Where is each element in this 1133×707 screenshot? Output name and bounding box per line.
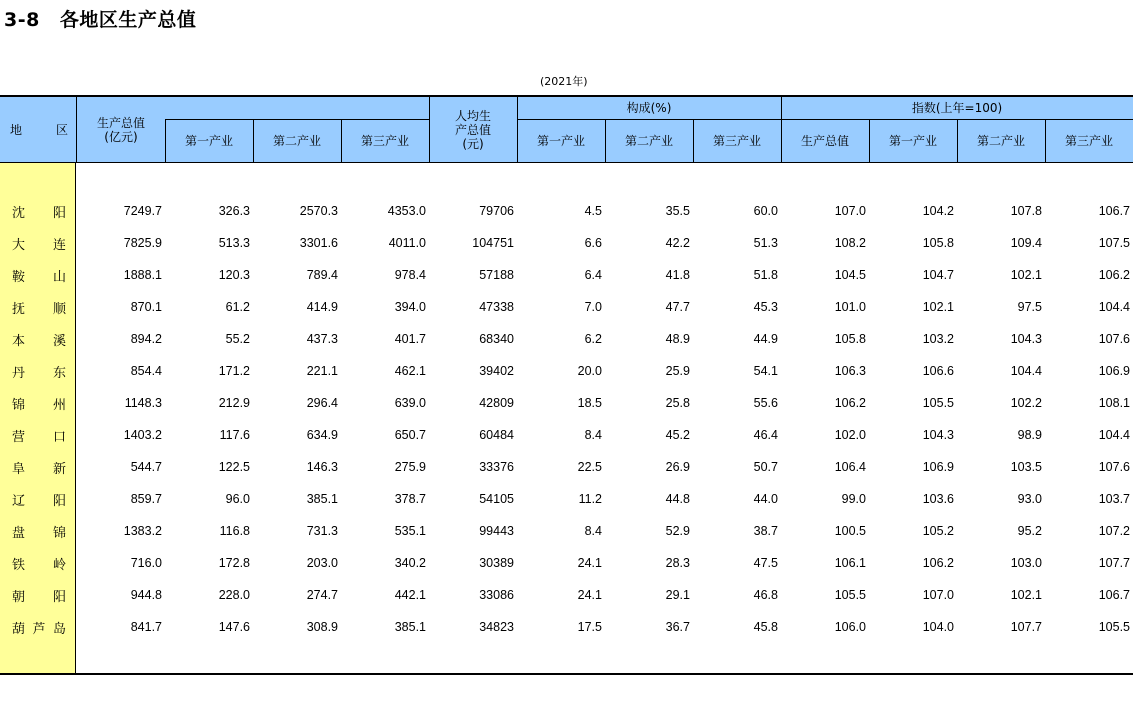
cell-gdp: 716.0 [130,556,162,570]
cell-comp-tertiary: 51.3 [753,236,778,250]
cell-gdp-secondary: 3301.6 [299,236,338,250]
cell-idx-secondary: 102.1 [1010,268,1042,282]
region-name [12,419,66,451]
cell-comp-primary: 24.1 [577,588,602,602]
header-divider [605,119,606,163]
cell-gdp-primary: 96.0 [225,492,250,506]
cell-gdp-secondary: 274.7 [306,588,338,602]
header-idx-primary: 第一产业 [888,134,937,148]
cell-gdp-tertiary: 275.9 [394,460,426,474]
cell-gdp-secondary: 437.3 [306,332,338,346]
cell-gdp-secondary: 789.4 [306,268,338,282]
cell-per-capita: 33086 [479,588,514,602]
table-row [0,227,1133,259]
cell-gdp-tertiary: 378.7 [394,492,426,506]
cell-comp-secondary: 28.3 [665,556,690,570]
cell-gdp-tertiary: 639.0 [394,396,426,410]
cell-per-capita: 39402 [479,364,514,378]
header-divider [76,97,77,163]
cell-gdp-primary: 61.2 [225,300,250,314]
cell-idx-gdp: 106.0 [834,620,866,634]
cell-idx-primary: 104.7 [922,268,954,282]
region-char: 阳 [52,589,66,605]
cell-comp-primary: 8.4 [584,428,602,442]
cell-gdp: 1148.3 [124,396,162,410]
cell-comp-tertiary: 50.7 [753,460,778,474]
header-gdp-primary: 第一产业 [184,134,233,148]
region-char: 山 [52,269,66,285]
header-divider [341,119,342,163]
region-name [12,547,66,579]
cell-idx-secondary: 109.4 [1010,236,1042,250]
cell-per-capita: 30389 [479,556,514,570]
cell-comp-secondary: 29.1 [665,588,690,602]
header-idx-secondary: 第二产业 [976,134,1025,148]
cell-idx-tertiary: 107.5 [1098,236,1130,250]
region-char: 沈 [12,205,26,221]
region-char: 朝 [12,589,26,605]
region-char: 阳 [52,205,66,221]
region-char: 盘 [12,525,26,541]
table-header [0,95,1133,163]
cell-idx-tertiary: 103.7 [1098,492,1130,506]
cell-gdp: 854.4 [130,364,162,378]
table-number: 3-8 [4,9,40,31]
cell-gdp-tertiary: 394.0 [394,300,426,314]
cell-gdp-primary: 326.3 [218,204,250,218]
cell-idx-gdp: 104.5 [834,268,866,282]
cell-idx-gdp: 106.3 [834,364,866,378]
cell-comp-tertiary: 46.4 [753,428,778,442]
cell-comp-tertiary: 51.8 [753,268,778,282]
cell-gdp-primary: 117.6 [219,428,250,442]
cell-gdp-tertiary: 4353.0 [387,204,426,218]
header-composition: 构成(%) [626,101,672,115]
cell-comp-primary: 17.5 [577,620,602,634]
cell-idx-gdp: 107.0 [834,204,866,218]
cell-per-capita: 60484 [479,428,514,442]
region-char: 阜 [12,461,26,477]
cell-gdp: 7825.9 [123,236,162,250]
cell-gdp: 859.7 [130,492,162,506]
table-row [0,387,1133,419]
cell-idx-gdp: 105.5 [834,588,866,602]
cell-idx-gdp: 106.4 [834,460,866,474]
table-row [0,515,1133,547]
header-divider [517,97,518,163]
table-row [0,419,1133,451]
region-char: 辽 [12,493,26,509]
cell-idx-tertiary: 107.6 [1098,332,1130,346]
table-title-text: 各地区生产总值 [59,9,197,31]
cell-per-capita: 79706 [479,204,514,218]
cell-gdp-secondary: 146.3 [306,460,338,474]
cell-gdp-secondary: 296.4 [306,396,338,410]
header-gdp-tertiary: 第三产业 [360,134,409,148]
cell-comp-primary: 8.4 [584,524,602,538]
cell-idx-secondary: 103.5 [1010,460,1042,474]
cell-idx-primary: 106.2 [922,556,954,570]
cell-per-capita: 42809 [479,396,514,410]
header-divider [1045,119,1046,163]
region-char: 溪 [52,333,66,349]
cell-comp-tertiary: 45.8 [753,620,778,634]
table-title [4,5,196,32]
region-char: 锦 [12,397,26,413]
region-name [12,323,66,355]
cell-per-capita: 34823 [479,620,514,634]
cell-idx-primary: 103.2 [922,332,954,346]
cell-gdp-primary: 116.8 [219,524,250,538]
header-divider [253,119,254,163]
cell-comp-tertiary: 44.9 [753,332,778,346]
cell-gdp: 944.8 [130,588,162,602]
cell-idx-primary: 106.6 [922,364,954,378]
cell-gdp-primary: 122.5 [218,460,250,474]
cell-gdp: 1403.2 [123,428,162,442]
header-divider [429,97,430,163]
cell-idx-secondary: 102.2 [1010,396,1042,410]
header-gdp: 生产总值 (亿元) [96,116,145,144]
cell-idx-secondary: 98.9 [1017,428,1042,442]
cell-idx-gdp: 106.2 [834,396,866,410]
cell-idx-primary: 103.6 [922,492,954,506]
cell-gdp-secondary: 2570.3 [299,204,338,218]
table-row [0,483,1133,515]
cell-idx-tertiary: 106.9 [1098,364,1130,378]
region-char: 阳 [52,493,66,509]
cell-idx-secondary: 93.0 [1017,492,1042,506]
header-divider [869,119,870,163]
header-region-char-1: 地 [10,123,23,137]
table-row [0,611,1133,643]
cell-comp-secondary: 52.9 [665,524,690,538]
cell-comp-tertiary: 55.6 [753,396,778,410]
region-char: 鞍 [12,269,26,285]
cell-idx-secondary: 103.0 [1010,556,1042,570]
cell-comp-tertiary: 46.8 [753,588,778,602]
cell-comp-primary: 22.5 [577,460,602,474]
table-row [0,259,1133,291]
cell-gdp-primary: 147.6 [218,620,250,634]
cell-comp-primary: 24.1 [577,556,602,570]
cell-per-capita: 104751 [472,236,514,250]
region-name [12,451,66,483]
cell-comp-primary: 7.0 [584,300,602,314]
cell-idx-tertiary: 108.1 [1098,396,1130,410]
region-char: 顺 [52,301,66,317]
cell-comp-secondary: 26.9 [665,460,690,474]
cell-gdp-primary: 513.3 [218,236,250,250]
header-gdp-secondary: 第二产业 [272,134,321,148]
cell-gdp-secondary: 385.1 [306,492,338,506]
region-char: 州 [52,397,66,413]
region-name [12,227,66,259]
cell-idx-tertiary: 106.7 [1098,588,1130,602]
table-row [0,291,1133,323]
region-char: 芦 [32,621,46,637]
region-name [12,483,66,515]
cell-comp-secondary: 25.9 [665,364,690,378]
header-region-char-2: 区 [55,123,68,137]
cell-idx-primary: 105.5 [922,396,954,410]
cell-gdp-tertiary: 401.7 [394,332,426,346]
region-char: 东 [52,365,66,381]
cell-gdp: 544.7 [130,460,162,474]
table-row [0,547,1133,579]
cell-idx-tertiary: 107.6 [1098,460,1130,474]
cell-comp-tertiary: 38.7 [753,524,778,538]
cell-gdp-secondary: 221.1 [306,364,338,378]
cell-idx-tertiary: 106.2 [1098,268,1130,282]
region-char: 连 [52,237,66,253]
region-char: 岛 [52,621,66,637]
cell-comp-primary: 20.0 [577,364,602,378]
header-per-capita: 人均生产总值 (元) [454,109,491,151]
region-char: 丹 [12,365,26,381]
region-name [12,195,66,227]
table-bottom-rule [0,673,1133,675]
cell-comp-secondary: 36.7 [665,620,690,634]
cell-idx-gdp: 100.5 [834,524,866,538]
header-divider [517,119,1133,120]
cell-comp-tertiary: 47.5 [753,556,778,570]
cell-comp-secondary: 48.9 [665,332,690,346]
cell-idx-gdp: 106.1 [834,556,866,570]
cell-idx-primary: 104.3 [922,428,954,442]
cell-gdp-tertiary: 535.1 [394,524,426,538]
cell-comp-tertiary: 54.1 [753,364,778,378]
cell-gdp: 894.2 [130,332,162,346]
cell-idx-gdp: 99.0 [841,492,866,506]
cell-per-capita: 68340 [479,332,514,346]
region-name [12,387,66,419]
cell-gdp-primary: 55.2 [225,332,250,346]
cell-gdp-primary: 172.8 [218,556,250,570]
cell-comp-tertiary: 45.3 [753,300,778,314]
cell-idx-primary: 102.1 [922,300,954,314]
cell-idx-tertiary: 106.7 [1098,204,1130,218]
cell-gdp: 870.1 [130,300,162,314]
cell-gdp-secondary: 308.9 [306,620,338,634]
cell-per-capita: 33376 [479,460,514,474]
cell-comp-primary: 6.4 [584,268,602,282]
cell-idx-secondary: 104.4 [1010,364,1042,378]
header-divider [781,97,782,163]
cell-gdp-secondary: 414.9 [306,300,338,314]
region-char: 铁 [12,557,26,573]
cell-per-capita: 57188 [479,268,514,282]
header-index: 指数(上年=100) [911,101,1003,115]
header-region [10,97,68,163]
cell-gdp: 7249.7 [123,204,162,218]
cell-idx-gdp: 105.8 [834,332,866,346]
cell-idx-secondary: 97.5 [1017,300,1042,314]
region-char: 抚 [12,301,26,317]
cell-idx-primary: 105.8 [922,236,954,250]
cell-gdp-tertiary: 978.4 [394,268,426,282]
cell-gdp: 1888.1 [123,268,162,282]
cell-idx-tertiary: 107.7 [1098,556,1130,570]
header-idx-gdp: 生产总值 [800,134,849,148]
table-row [0,579,1133,611]
region-char: 岭 [52,557,66,573]
cell-idx-primary: 104.2 [922,204,954,218]
cell-comp-tertiary: 44.0 [753,492,778,506]
cell-gdp: 1383.2 [123,524,162,538]
cell-gdp-tertiary: 442.1 [394,588,426,602]
cell-gdp-tertiary: 4011.0 [388,236,426,250]
region-char: 锦 [52,525,66,541]
cell-gdp-primary: 212.9 [218,396,250,410]
cell-comp-secondary: 41.8 [665,268,690,282]
header-divider [693,119,694,163]
cell-idx-secondary: 104.3 [1010,332,1042,346]
header-comp-secondary: 第二产业 [624,134,673,148]
cell-per-capita: 99443 [479,524,514,538]
cell-gdp-secondary: 731.3 [306,524,338,538]
region-char: 营 [12,429,26,445]
cell-idx-gdp: 108.2 [834,236,866,250]
cell-comp-primary: 18.5 [577,396,602,410]
header-idx-tertiary: 第三产业 [1064,134,1113,148]
cell-gdp-secondary: 203.0 [306,556,338,570]
cell-idx-tertiary: 105.5 [1098,620,1130,634]
cell-idx-gdp: 101.0 [834,300,866,314]
year-note: (2021年) [540,75,588,88]
cell-idx-tertiary: 104.4 [1098,428,1130,442]
cell-gdp-tertiary: 462.1 [394,364,426,378]
table-row [0,451,1133,483]
cell-idx-gdp: 102.0 [834,428,866,442]
table-row [0,323,1133,355]
cell-comp-secondary: 44.8 [665,492,690,506]
cell-per-capita: 47338 [479,300,514,314]
region-char: 口 [52,429,66,445]
region-char: 新 [52,461,66,477]
region-name [12,259,66,291]
cell-gdp-primary: 171.2 [218,364,250,378]
region-name [12,515,66,547]
header-comp-primary: 第一产业 [536,134,585,148]
header-comp-tertiary: 第三产业 [712,134,761,148]
region-char: 大 [12,237,26,253]
region-name [12,291,66,323]
cell-idx-secondary: 107.8 [1010,204,1042,218]
cell-comp-secondary: 47.7 [665,300,690,314]
cell-comp-secondary: 35.5 [665,204,690,218]
cell-gdp-secondary: 634.9 [306,428,338,442]
cell-per-capita: 54105 [479,492,514,506]
cell-gdp: 841.7 [130,620,162,634]
cell-idx-secondary: 107.7 [1010,620,1042,634]
cell-comp-secondary: 42.2 [665,236,690,250]
cell-comp-primary: 11.2 [578,492,602,506]
cell-idx-secondary: 95.2 [1017,524,1042,538]
cell-idx-tertiary: 107.2 [1098,524,1130,538]
region-char: 本 [12,333,26,349]
cell-comp-primary: 6.2 [584,332,602,346]
region-name [12,579,66,611]
cell-comp-tertiary: 60.0 [753,204,778,218]
cell-idx-tertiary: 104.4 [1098,300,1130,314]
cell-gdp-tertiary: 340.2 [394,556,426,570]
cell-idx-primary: 106.9 [922,460,954,474]
cell-idx-primary: 105.2 [922,524,954,538]
header-divider [165,119,429,120]
cell-gdp-primary: 120.3 [218,268,250,282]
cell-idx-primary: 104.0 [922,620,954,634]
cell-comp-primary: 4.5 [584,204,602,218]
table-row [0,195,1133,227]
cell-comp-secondary: 25.8 [665,396,690,410]
cell-comp-secondary: 45.2 [665,428,690,442]
cell-idx-secondary: 102.1 [1010,588,1042,602]
table-row [0,355,1133,387]
region-name [12,355,66,387]
header-divider [165,119,166,163]
region-name [12,611,66,643]
cell-gdp-tertiary: 385.1 [394,620,426,634]
region-char: 葫 [12,621,26,637]
cell-gdp-tertiary: 650.7 [394,428,426,442]
header-divider [957,119,958,163]
cell-comp-primary: 6.6 [584,236,602,250]
cell-gdp-primary: 228.0 [218,588,250,602]
cell-idx-primary: 107.0 [922,588,954,602]
